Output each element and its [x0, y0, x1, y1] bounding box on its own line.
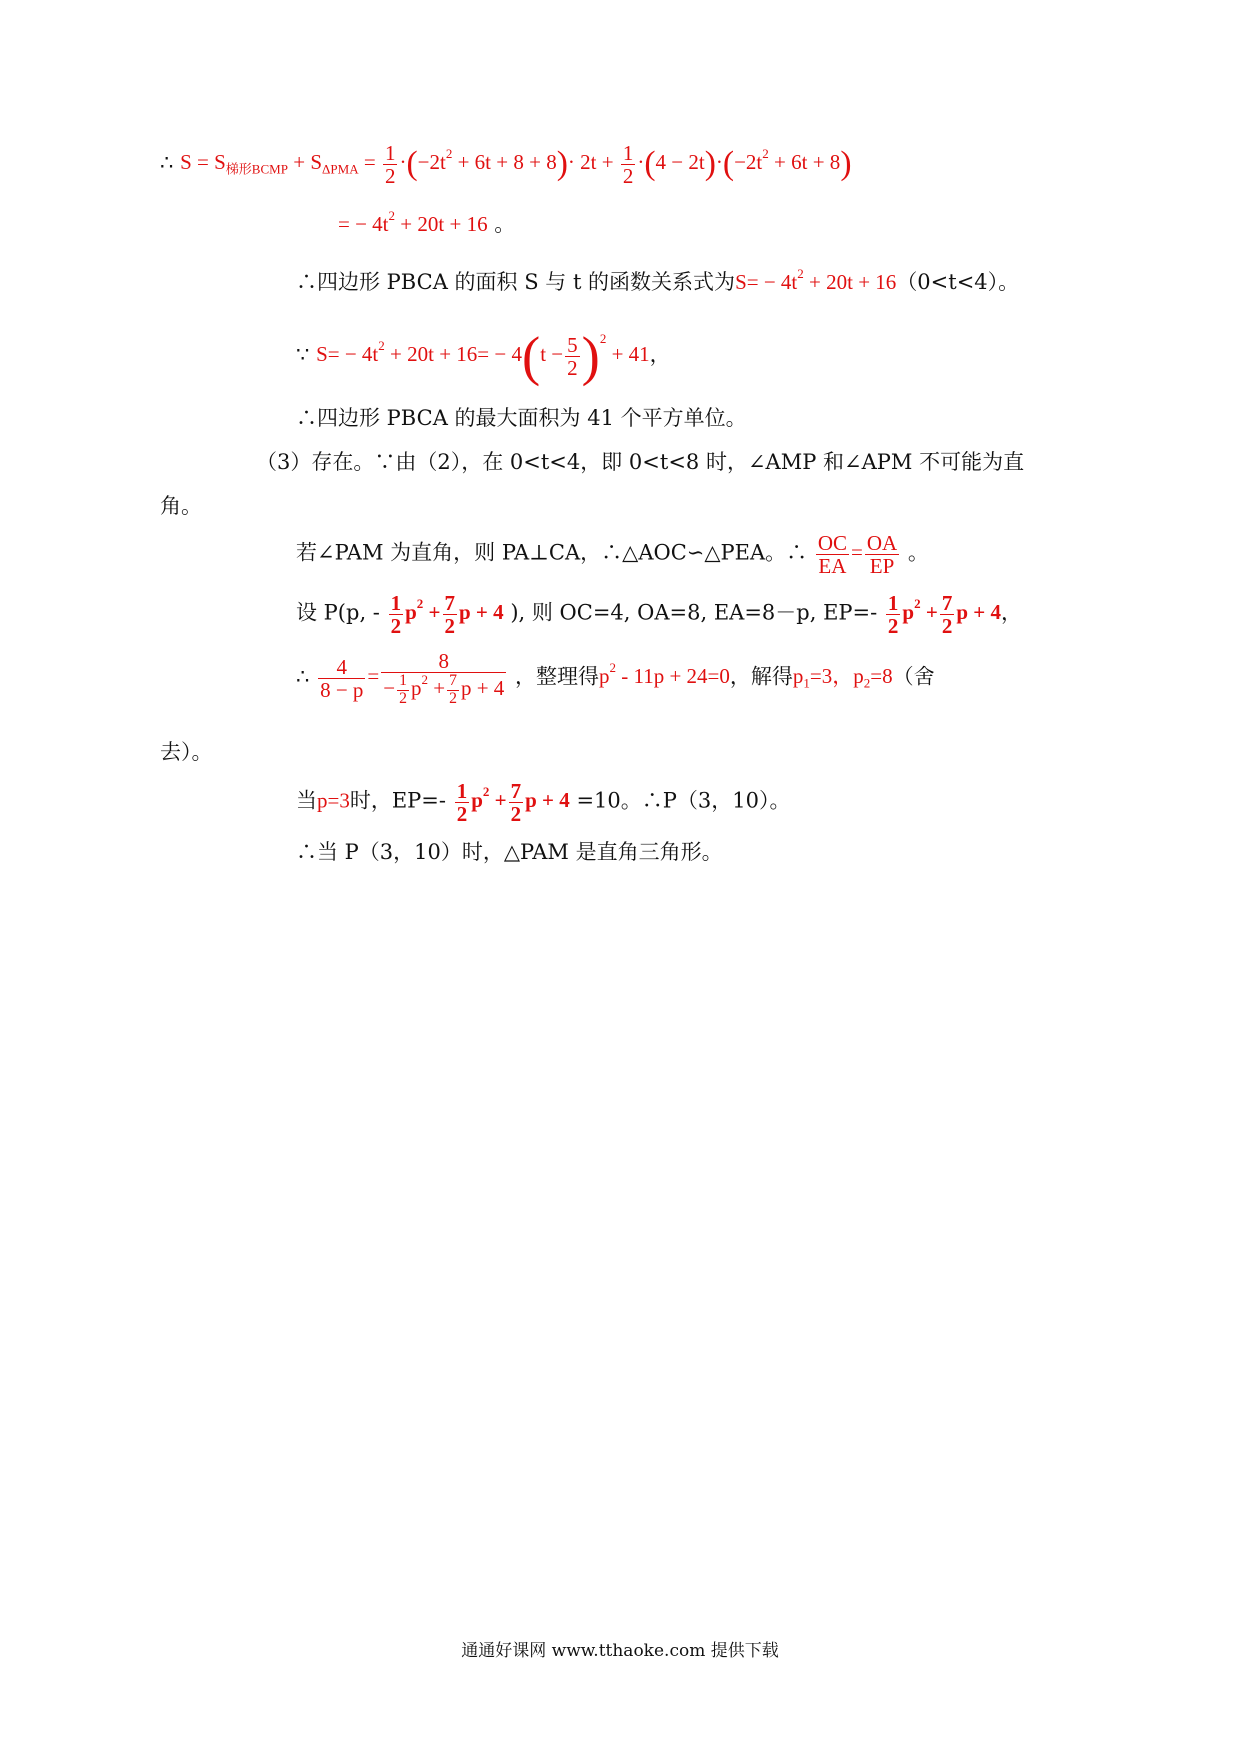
- page-footer: 通通好课网 www.tthaoke.com 提供下载: [461, 1641, 779, 1661]
- equation-area-sum: [160, 142, 852, 187]
- fraction-five-halves: $\frac{5}{2}$: [567, 333, 578, 381]
- set-point-line: 设 P(p, - $\frac{1}{2}$ $p^2$ + $\frac{7}{2}$ p + 4 ), 则 OC=4, OA=8, EA=8－p, EP=- $\frac{1}{2}$ $p^2$ + $\frac{7}{2}$ p + 4，: [296, 591, 1022, 639]
- conclusion-line: ∴当 P（3，10）时，△PAM 是直角三角形。: [296, 840, 723, 864]
- ratio-equation: $\frac{OC}{EA}$ = $\frac{OA}{EP}$: [817, 531, 898, 579]
- simplified-expression: = − $4t^2 + 20t + 16$: [338, 207, 488, 236]
- equation-simplified: = − $4t^2 + 20t + 16$ 。: [338, 207, 516, 236]
- solve-equation-line: ∴ $\frac{4}{8 - p}$ = 8 − $\frac{1}{2}$ $p^2$ + $\frac{7}{2}$ p + 4 ，整理得$p^2 - 11p + 24=0$，解得$p_1=3$，$p_2=8$（舍: [296, 649, 935, 707]
- therefore-symbol: ∴: [160, 150, 174, 175]
- similar-triangles-line: 若∠PAM 为直角，则 PA⊥CA，∴△AOC∽△PEA。∴ $\frac{OC}{EA}$ = $\frac{OA}{EP}$ 。: [296, 531, 929, 579]
- point-y-expression: $\frac{1}{2}$ $p^2$ + $\frac{7}{2}$ p + 4: [390, 591, 504, 639]
- function-expression: $S= - 4t^2 + 20t + 16$: [735, 265, 897, 294]
- vertex-form-expression: $S= - 4t^2 + 20t + 16= - 4(t$ − $\frac{5}{2}$ )$^2$ + 41: [316, 325, 650, 387]
- ep-expression: $\frac{1}{2}$ $p^2$ + $\frac{7}{2}$ p + 4: [887, 591, 1001, 639]
- evaluate-ep-line: 当p=3时，EP=- $\frac{1}{2}$ $p^2$ + $\frac{7}{2}$ p + 4 =10。∴P（3，10）。: [296, 779, 791, 827]
- max-area-line: ∴四边形 PBCA 的最大面积为 41 个平方单位。: [296, 406, 747, 430]
- vertex-form-line: ∵ $S= - 4t^2 + 20t + 16= - 4(t$ − $\frac{5}{2}$ )$^2$ + 41，: [296, 325, 671, 387]
- quadratic-equation: $p^2 - 11p + 24=0$: [598, 660, 730, 689]
- part3-line: （3）存在。∵由（2），在 0<t<4，即 0<t<8 时，∠AMP 和∠APM 不可能为直: [256, 450, 1025, 474]
- discard-continuation: 去）。: [160, 740, 213, 764]
- part3-continuation: 角。: [160, 494, 202, 518]
- ep-evaluated-expression: $\frac{1}{2}$ $p^2$ + $\frac{7}{2}$ p + 4: [456, 779, 570, 827]
- fraction-one-half: $\frac{1}{2}$: [384, 141, 396, 189]
- fraction-one-half: $\frac{1}{2}$: [622, 141, 634, 189]
- solution-p2: $p_2=8$: [853, 664, 893, 691]
- proportion-equation: $\frac{4}{8 - p}$ = 8 − $\frac{1}{2}$ $p^2$ + $\frac{7}{2}$ p + 4: [320, 649, 505, 707]
- function-relation-line: ∴四边形 PBCA 的面积 S 与 t 的函数关系式为$S= - 4t^2 + 20t + 16(0<t<4)$。: [296, 265, 1020, 294]
- solution-p1: $p_1=3$，: [792, 664, 854, 691]
- p-value: p=3: [317, 788, 350, 813]
- area-expression: $S = S_{梯形BCMP} + S_{\Delta PMA}$ = $\frac{1}{2}$ $\cdot(-2t^2 + 6t + 8 + 8)\cdot 2t$ + $\frac{1}{2}$ $\cdot(4 - 2t)\cdot(-2t^2 + 6t + 8)$: [180, 141, 852, 189]
